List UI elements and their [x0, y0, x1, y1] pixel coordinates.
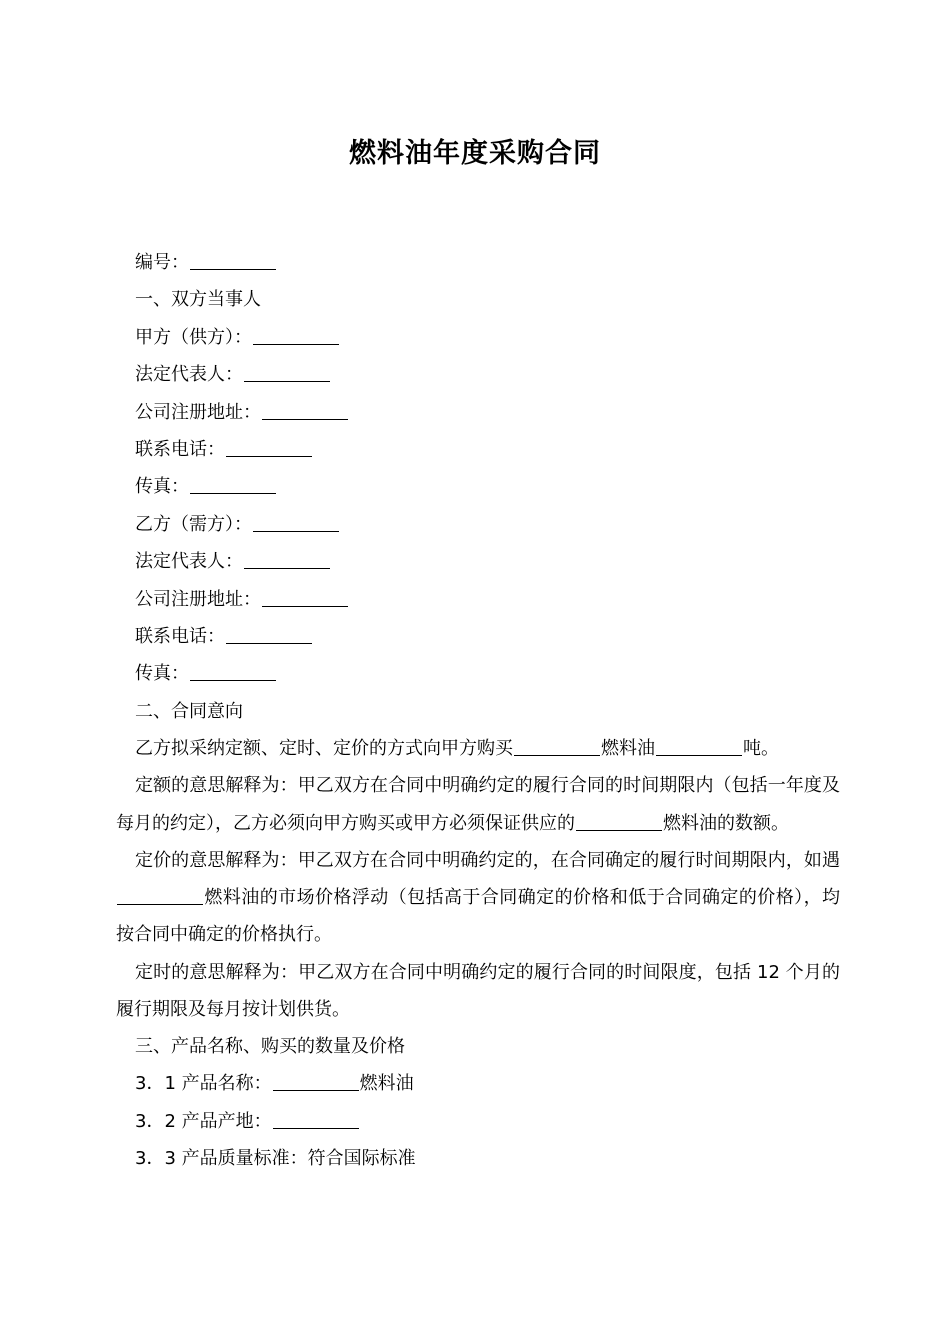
contract-number-line [116, 244, 840, 281]
intent-p3-text-b: 燃料油的市场价格浮动（包括高于合同确定的价格和低于合同确定的价格），均按合同中确定的价格执行。 [116, 887, 840, 946]
party-b-label: 乙方（需方）： [135, 513, 252, 535]
intent-p1-text-c: 吨。 [743, 738, 779, 760]
document-body [116, 244, 840, 1178]
party-b-phone-line [116, 618, 840, 655]
product-origin-blank [273, 1127, 359, 1129]
product-origin-line [116, 1103, 840, 1140]
party-b-address-label: 公司注册地址： [135, 588, 261, 610]
intent-paragraph-2 [116, 767, 840, 841]
intent-p3-blank [117, 903, 203, 905]
party-a-rep-label: 法定代表人： [135, 364, 243, 386]
intent-p2-blank [576, 829, 662, 831]
section-1-heading: 一、双方当事人 [135, 289, 261, 311]
intent-paragraph-1 [116, 730, 840, 767]
intent-p2-text-a: 定额的意思解释为：甲乙双方在合同中明确约定的履行合同的时间期限内（包括一年度及每月的约定），乙方必须向甲方购买或甲方必须保证供应的 [116, 775, 840, 834]
contract-number-label: 编号： [135, 252, 189, 273]
party-b-rep-blank [244, 567, 330, 569]
intent-p3-text-a: 定价的意思解释为：甲乙双方在合同中明确约定的，在合同确定的履行时间期限内，如遇 [135, 849, 840, 871]
intent-p2-text-b: 燃料油的数额。 [663, 812, 789, 834]
party-a-address-blank [262, 418, 348, 420]
intent-p1-text-b: 燃料油 [601, 738, 655, 760]
party-a-blank [253, 343, 339, 345]
party-a-fax-label: 传真： [135, 476, 189, 498]
party-a-rep-blank [244, 380, 330, 382]
product-name-suffix: 燃料油 [359, 1073, 414, 1095]
party-a-address-label: 公司注册地址： [135, 401, 261, 423]
product-name-blank [273, 1089, 359, 1091]
product-quality-line: 3．3 产品质量标准：符合国际标准 [135, 1148, 416, 1170]
party-a-fax-line [116, 468, 840, 505]
intent-paragraph-4: 定时的意思解释为：甲乙双方在合同中明确约定的履行合同的时间限度，包括 12 个月的履行期限及每月按计划供货。 [116, 961, 840, 1020]
document-title: 燃料油年度采购合同 [349, 138, 601, 169]
party-a-rep-line [116, 356, 840, 393]
product-name-line [116, 1065, 840, 1102]
intent-p1-text-a: 乙方拟采纳定额、定时、定价的方式向甲方购买 [135, 738, 513, 760]
party-b-address-blank [262, 605, 348, 607]
intent-p1-blank-2 [656, 754, 742, 756]
party-a-phone-line [116, 431, 840, 468]
party-b-line [116, 506, 840, 543]
party-a-line [116, 319, 840, 356]
intent-paragraph-3 [116, 842, 840, 954]
product-origin-label: 3．2 产品产地： [135, 1110, 272, 1132]
party-a-phone-label: 联系电话： [135, 439, 225, 461]
intent-p1-blank-1 [514, 754, 600, 756]
party-b-rep-label: 法定代表人： [135, 551, 243, 573]
party-a-phone-blank [226, 455, 312, 457]
party-b-phone-blank [226, 642, 312, 644]
party-a-label: 甲方（供方）： [135, 326, 252, 348]
party-b-blank [253, 530, 339, 532]
party-b-fax-line [116, 655, 840, 692]
party-b-phone-label: 联系电话： [135, 626, 225, 648]
party-b-rep-line [116, 543, 840, 580]
party-b-fax-blank [190, 679, 276, 681]
party-b-address-line [116, 581, 840, 618]
party-b-fax-label: 传真： [135, 663, 189, 685]
product-name-label: 3．1 产品名称： [135, 1073, 272, 1095]
party-a-address-line [116, 394, 840, 431]
party-a-fax-blank [190, 492, 276, 494]
section-2-heading: 二、合同意向 [135, 700, 243, 722]
contract-number-blank [190, 268, 276, 270]
section-3-heading: 三、产品名称、购买的数量及价格 [135, 1035, 405, 1057]
